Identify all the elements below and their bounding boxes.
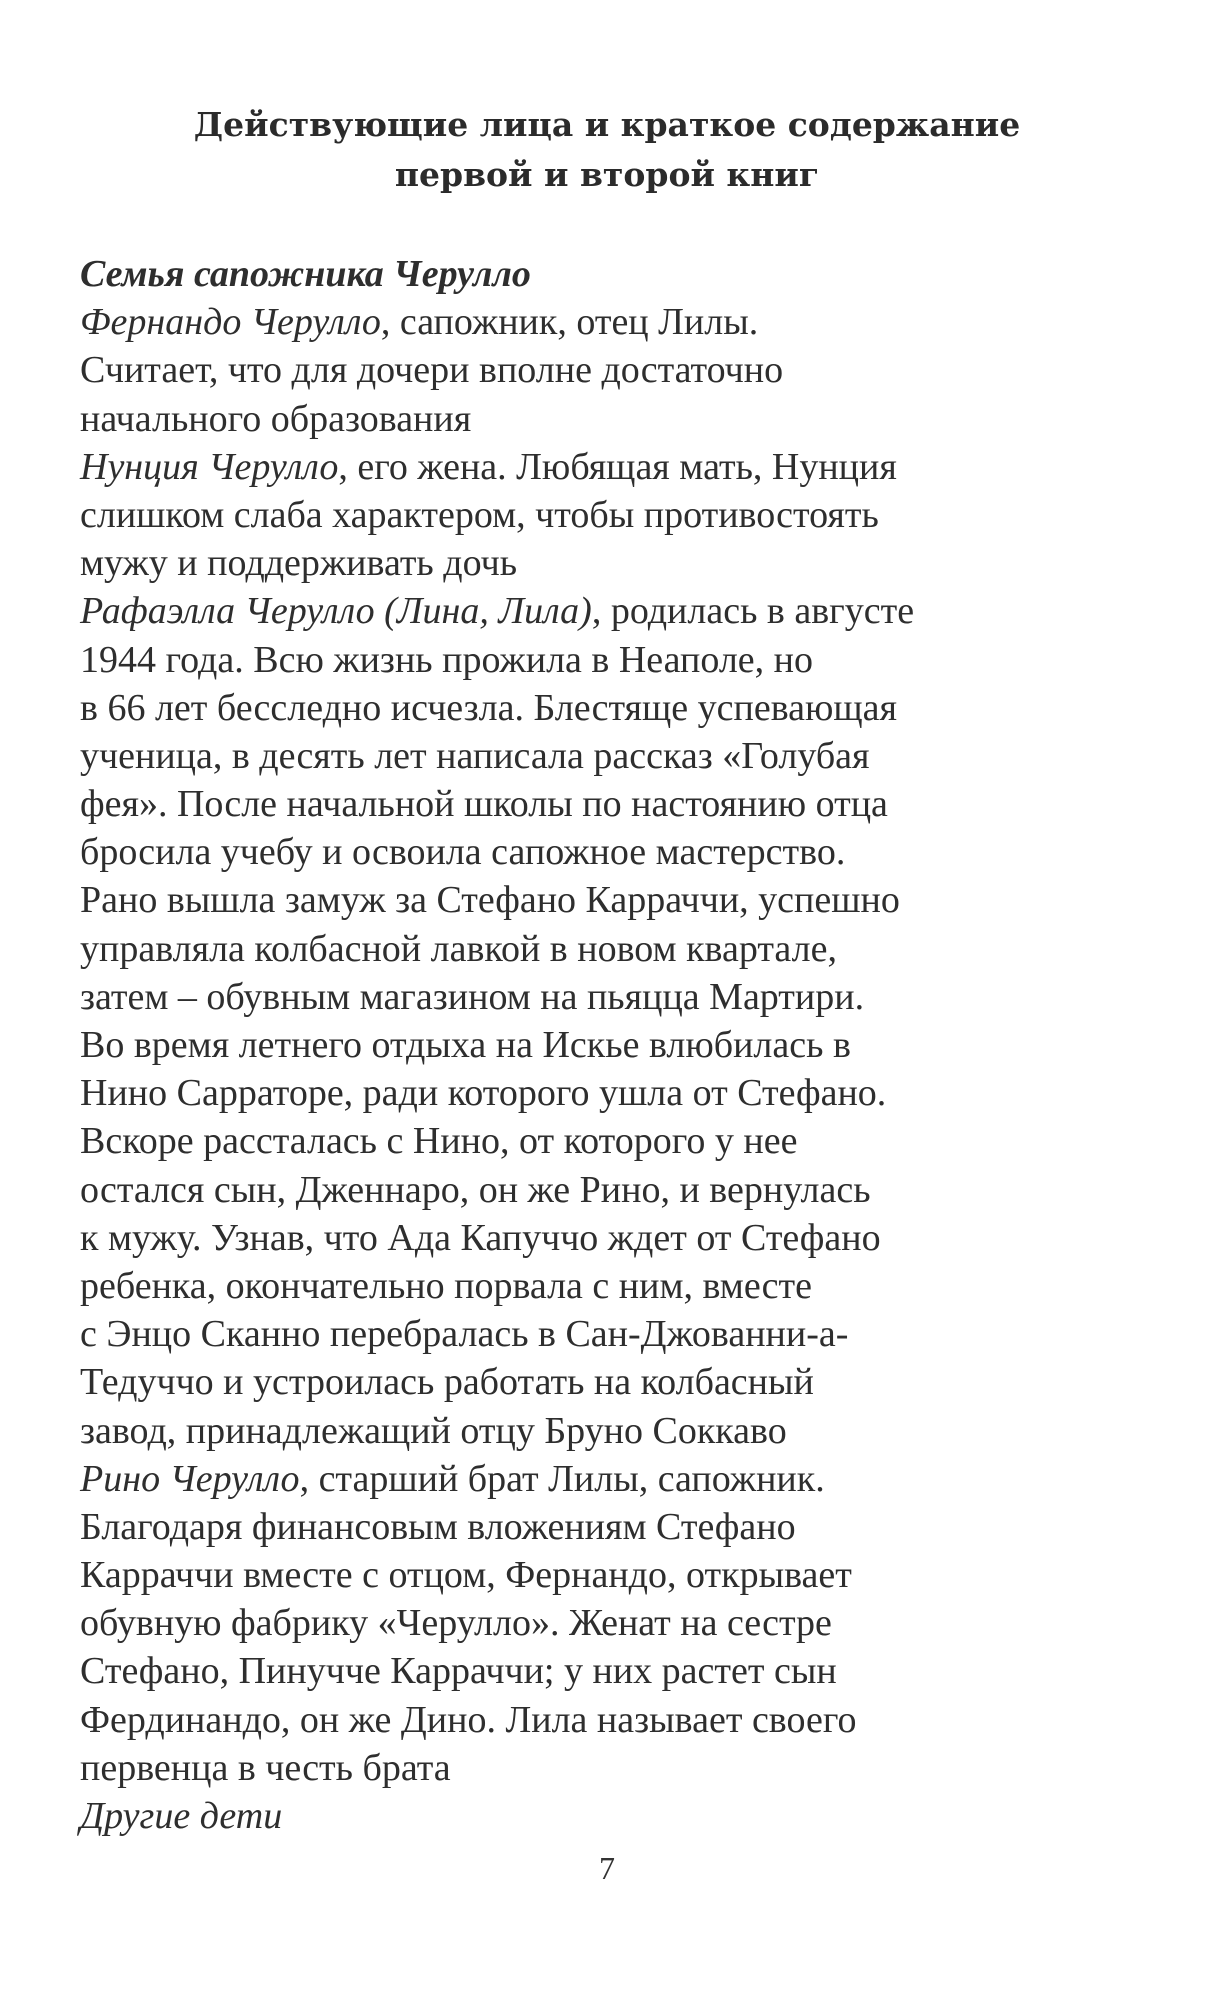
line-text: Нино Сарраторе, ради которого ушла от Стефано.: [80, 1072, 887, 1115]
line-text: Вскоре рассталась с Нино, от которого у нее: [80, 1120, 798, 1163]
text-line: [80, 395, 1160, 443]
text-line: [80, 1214, 1160, 1262]
text-line: [80, 491, 1160, 539]
text-line: [80, 636, 1160, 684]
text-line: [80, 925, 1160, 973]
line-text: Стефано, Пинучче Карраччи; у них растет сын: [80, 1650, 837, 1693]
text-line: [80, 587, 1160, 635]
line-text: бросила учебу и освоила сапожное мастерство.: [80, 831, 846, 874]
line-text: Считает, что для дочери вполне достаточно: [80, 349, 784, 392]
line-text: , сапожник, отец Лилы.: [380, 301, 759, 344]
line-text: ученица, в десять лет написала рассказ «Голубая: [80, 734, 870, 777]
text-line: [80, 1503, 1160, 1551]
text-line: [80, 684, 1160, 732]
text-line: [80, 1455, 1160, 1503]
text-line: [80, 732, 1160, 780]
text-line: [80, 1407, 1160, 1455]
heading-line-2: первой и второй книг: [394, 155, 820, 194]
text-line: [80, 1117, 1160, 1165]
line-text: остался сын, Дженнаро, он же Рино, и вернулась: [80, 1168, 871, 1211]
line-text: слишком слаба характером, чтобы противостоять: [80, 493, 879, 536]
text-line: [80, 828, 1160, 876]
text-line: [80, 1647, 1160, 1695]
text-line: [80, 1069, 1160, 1117]
text-line: [80, 1599, 1160, 1647]
character-name: Рино Черулло: [80, 1457, 300, 1500]
line-text: к мужу. Узнав, что Ада Капуччо ждет от Стефано: [80, 1216, 881, 1259]
text-line: [80, 539, 1160, 587]
section-title: Семья сапожника Черулло: [80, 253, 531, 295]
line-text: , старший брат Лилы, сапожник.: [299, 1457, 825, 1500]
line-text: , родилась в августе: [591, 590, 915, 633]
character-name: Рафаэлла Черулло (Лина, Лила): [80, 590, 592, 633]
text-line: [80, 1358, 1160, 1406]
line-text: завод, принадлежащий отцу Бруно Соккаво: [80, 1409, 787, 1452]
line-text: Рано вышла замуж за Стефано Карраччи, успешно: [80, 879, 900, 922]
character-name: Фернандо Черулло: [80, 301, 381, 344]
line-text: ребенка, окончательно порвала с ним, вместе: [80, 1264, 813, 1307]
text-line: [80, 1744, 1160, 1792]
line-text: затем – обувным магазином на пьяцца Мартири.: [80, 975, 865, 1018]
page-number: 7: [599, 1850, 615, 1886]
line-text: Тедуччо и устроилась работать на колбасный: [80, 1361, 814, 1404]
line-text: первенца в честь брата: [80, 1746, 451, 1789]
body-text: [80, 250, 1160, 1840]
text-line: [80, 876, 1160, 924]
line-text: мужу и поддерживать дочь: [80, 542, 518, 585]
character-name: Другие дети: [80, 1795, 283, 1837]
line-text: Фердинандо, он же Дино. Лила называет своего: [80, 1698, 857, 1741]
character-name: Нунция Черулло: [80, 445, 339, 488]
text-line: [80, 1696, 1160, 1744]
text-line: [80, 1551, 1160, 1599]
line-text: в 66 лет бесследно исчезла. Блестяще успевающая: [80, 686, 898, 729]
line-text: Благодаря финансовым вложениям Стефано: [80, 1505, 796, 1548]
line-text: Во время летнего отдыха на Искье влюбилась в: [80, 1024, 851, 1066]
text-line: [80, 780, 1160, 828]
text-line: [80, 1166, 1160, 1214]
line-text: с Энцо Сканно перебралась в Сан-Джованни-а-: [80, 1313, 849, 1356]
heading-line-1: Действующие лица и краткое содержание: [193, 105, 1021, 144]
text-line: [80, 1262, 1160, 1310]
line-text: обувную фабрику «Черулло». Женат на сестре: [80, 1602, 832, 1645]
text-line: [80, 346, 1160, 394]
text-line: [80, 298, 1160, 346]
line-text: начального образования: [80, 397, 472, 440]
text-line: [80, 1021, 1160, 1069]
line-text: Карраччи вместе с отцом, Фернандо, открывает: [80, 1554, 852, 1597]
text-line: [80, 973, 1160, 1021]
line-text: , его жена. Любящая мать, Нунция: [338, 445, 897, 488]
text-line: [80, 1310, 1160, 1358]
line-text: фея». После начальной школы по настоянию отца: [80, 783, 888, 826]
line-text: 1944 года. Всю жизнь прожила в Неаполе, но: [80, 638, 814, 681]
line-text: управляла колбасной лавкой в новом квартале,: [80, 927, 837, 970]
text-line: [80, 443, 1160, 491]
text-line: [80, 1792, 1160, 1840]
chapter-heading: [0, 100, 1214, 200]
